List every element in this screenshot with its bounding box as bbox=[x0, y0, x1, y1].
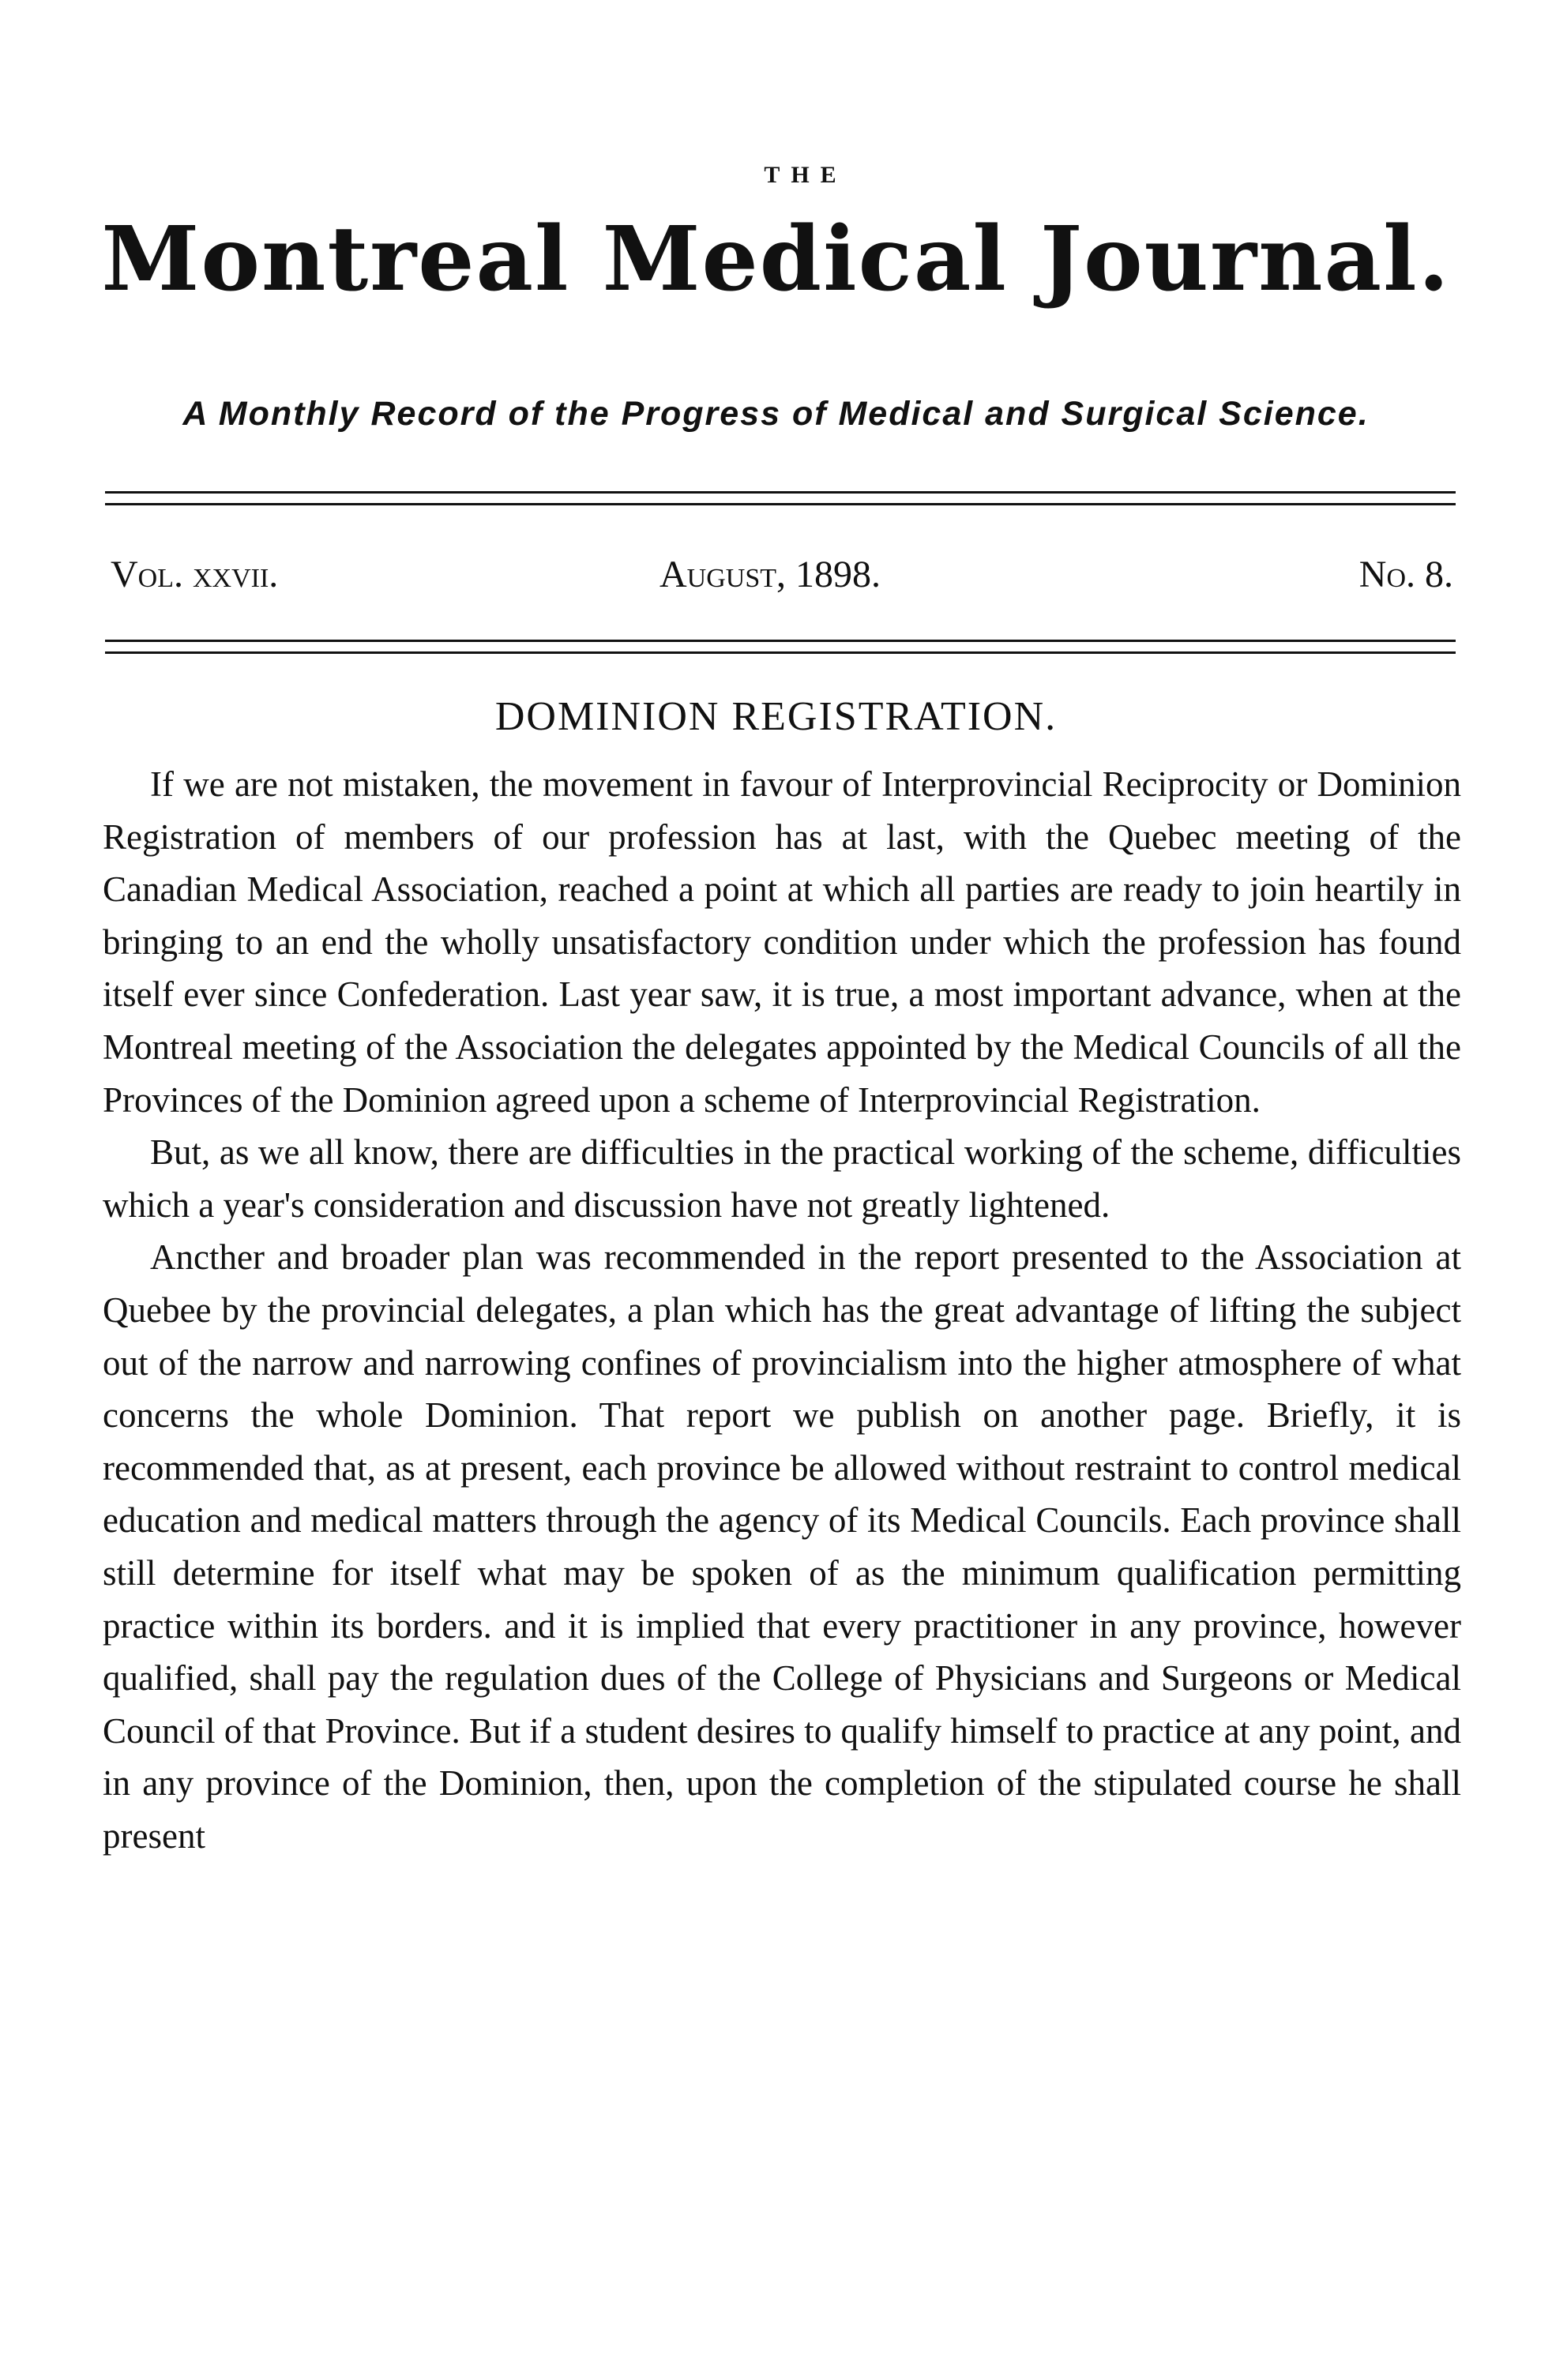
article-body bbox=[103, 758, 1461, 1862]
article-paragraph: But, as we all know, there are difficulties in the practical working of the scheme, difficulties which a year's consideration and discussion have not greatly lightened. bbox=[103, 1132, 1461, 1225]
issue-info-row bbox=[111, 553, 1453, 600]
journal-title: Montreal Medical Journal. bbox=[101, 208, 1451, 311]
double-rule-bottom bbox=[105, 640, 1456, 654]
volume-label: Vol. xxvii. bbox=[111, 554, 279, 595]
journal-subtitle: A Monthly Record of the Progress of Medical and Surgical Science. bbox=[182, 395, 1370, 433]
article-heading: DOMINION REGISTRATION. bbox=[494, 694, 1058, 739]
article-paragraph: Ancther and broader plan was recommended in the report presented to the Association at Quebee by the provincial delegates, a plan which has the great advantage of lifting the subject out of the narrow and narrowing confines of provincialism into the higher atmosphere of what concerns the whole Dominion. That report we publish on another page. Briefly, it is recommended that, as at present, each province be allowed without restraint to control medical education and medical matters through the agency of its Medical Councils. Each province shall still determine for itself what may be spoken of as the minimum qualification permitting practice within its borders. and it is implied that every practitioner in any province, however qualified, shall pay the regulation dues of the College of Physicians and Surgeons or Medical Council of that Province. But if a student desires to qualify himself to practice at any point, and in any province of the Dominion, then, upon the completion of the stipulated course he shall present bbox=[103, 1237, 1461, 1856]
masthead-the: THE bbox=[764, 162, 847, 188]
article-paragraph: If we are not mistaken, the movement in favour of Interprovincial Reciprocity or Dominion Registration of members of our profession has at last, with the Quebec meeting of the Canadian Medical Association, reached a point at which all parties are ready to join heartily in bringing to an end the wholly unsatisfactory condition under which the profession has found itself ever since Confederation. Last year saw, it is true, a most important advance, when at the Montreal meeting of the Association the delegates appointed by the Medical Councils of all the Provinces of the Dominion agreed upon a scheme of Interprovincial Registration. bbox=[103, 764, 1461, 1120]
double-rule-top bbox=[105, 491, 1456, 505]
issue-number: No. 8. bbox=[1358, 554, 1453, 595]
issue-date: August, 1898. bbox=[660, 554, 881, 595]
